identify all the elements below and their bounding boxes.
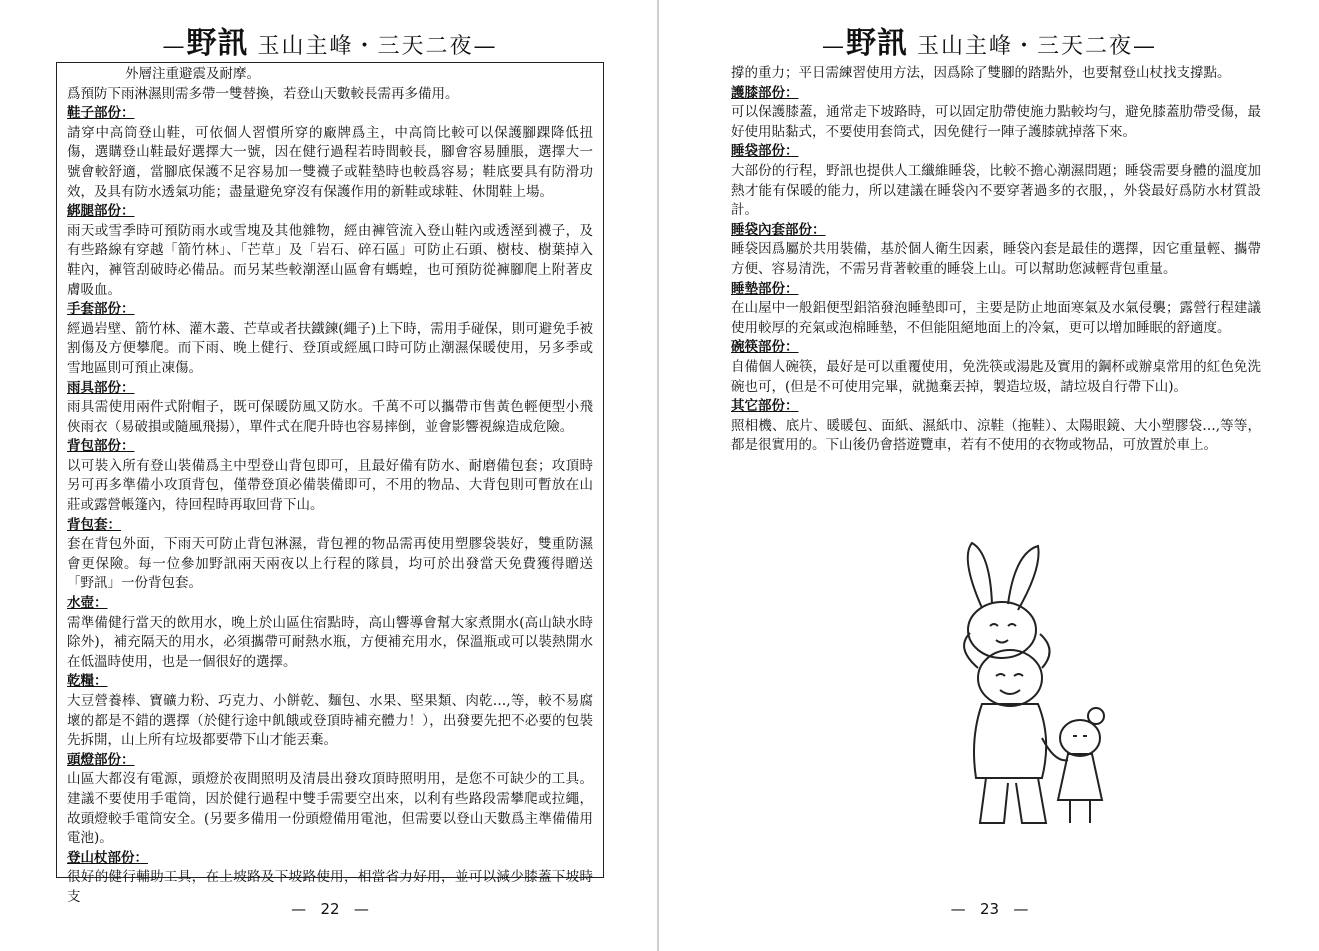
section-text: 請穿中高筒登山鞋，可依個人習慣所穿的廠牌爲主，中高筒比較可以保護腳踝降低扭傷，選購登山鞋最好選擇大一號，因在健行過程若時間較長，腳會容易腫脹，選擇大一號會較舒適，當腳底保護不足容易加一雙襪子或鞋墊時也較爲容易；鞋底要具有防滑功效，及具有防水透氣功能；盡量避免穿沒有保護作用的新鞋或球鞋、休閒鞋上場。 — [67, 124, 593, 200]
right-page — [660, 0, 1319, 951]
section-heading: 睡袋內套部份： — [731, 221, 826, 238]
section-text: 大部份的行程，野訊也提供人工纖維睡袋，比較不擔心潮濕問題；睡袋需要身體的溫度加熱才能有保暖的能力，所以建議在睡袋內不要穿著過多的衣服，，外袋最好爲防水材質設計。 — [731, 162, 1261, 219]
page-header-left — [0, 18, 660, 62]
section-heading: 登山杖部份： — [67, 849, 148, 866]
section-text: 在山屋中一般鋁便型鋁箔發泡睡墊即可，主要是防止地面寒氣及水氣侵襲；露營行程建議使用較厚的充氣或泡棉睡墊，不但能阻絕地面上的冷氣，更可以增加睡眠的舒適度。 — [731, 300, 1261, 336]
section-raingear — [67, 379, 593, 438]
section-text: 雨天或雪季時可預防雨水或雪塊及其他雜物，經由褲管流入登山鞋內或透溼到襪子，及有些路線有穿越「箭竹林」、「芒草」及「岩石、碎石區」可防止石頭、樹枝、樹葉掉入鞋內，褲管刮破時必備品。而另某些較潮溼山區會有螞蝗，也可預防從褲腳爬上附著皮膚吸血。 — [67, 222, 593, 298]
section-heading: 護膝部份： — [731, 84, 799, 101]
brand-logo: 野訊 — [186, 26, 249, 61]
continued-line: 外層注重避震及耐摩。 — [125, 66, 260, 82]
rabbit-ear-icon — [968, 543, 992, 608]
section-text: 很好的健行輔助工具，在上坡路及下坡路使用，相當省力好用，並可以減少膝蓋下坡時支 — [67, 869, 593, 905]
header-title: 玉山主峰・三天二夜 — [916, 34, 1133, 59]
page-header-right — [660, 18, 1319, 62]
footer-dash: — — [1013, 900, 1029, 918]
page-footer-left — [0, 900, 660, 918]
header-dash: — — [162, 34, 187, 59]
left-content-box — [56, 62, 604, 905]
footer-dash: — — [291, 900, 307, 918]
section-text: 山區大都沒有電源，頭燈於夜間照明及清晨出發攻頂時照明用，是您不可缺少的工具。建議不要使用手電筒，因於健行過程中雙手需要空出來，以利有些路段需攀爬或拉繩，故頭燈較手電筒安全。(另要多備用一份頭燈備用電池，但需要以登山天數爲主準備備用電池)。 — [67, 771, 593, 847]
section-heading: 睡墊部份： — [731, 280, 799, 297]
header-title: 玉山主峰・三天二夜 — [257, 34, 474, 59]
section-text: 自備個人碗筷，最好是可以重覆使用，免洗筷或湯匙及實用的鋼杯或辦桌常用的紅色免洗碗也可，(但是不可使用完畢，就拋棄丟掉，製造垃圾，請垃圾自行帶下山)。 — [731, 358, 1261, 395]
section-shoes — [67, 104, 593, 202]
section-heading: 背包套： — [67, 516, 121, 533]
father-body-icon — [974, 704, 1046, 778]
section-heading: 水壺： — [67, 595, 108, 612]
child-head-icon — [1060, 720, 1100, 756]
section-heading: 碗筷部份： — [731, 339, 799, 356]
section-others — [731, 397, 1261, 456]
section-text: 需準備健行當天的飲用水，晚上於山區住宿點時，高山響導會幫大家煮開水(高山缺水時除外)，補充隔天的用水，必須攜帶可耐熱水瓶，方便補充用水，保溫瓶或可以裝熱開水在低溫時使用，也是一個很好的選擇。 — [67, 614, 593, 670]
page-footer-right — [660, 900, 1319, 918]
rabbit-head-icon — [968, 602, 1036, 658]
section-heading: 其它部份： — [731, 398, 799, 415]
section-gloves — [67, 300, 593, 378]
section-utensils — [731, 338, 1261, 397]
section-sleeping-bag — [731, 142, 1261, 220]
section-backpack-cover — [67, 516, 593, 594]
section-heading: 頭燈部份： — [67, 751, 135, 768]
section-trekking-pole — [67, 849, 593, 908]
section-heading: 雨具部份： — [67, 379, 135, 396]
section-text: 睡袋因爲屬於共用裝備，基於個人衛生因素，睡袋內套是最佳的選擇，因它重量輕、攜帶方便、容易清洗，不需另背著較重的睡袋上山。可以幫助您減輕背包重量。 — [731, 241, 1261, 277]
section-heading: 手套部份： — [67, 301, 135, 318]
section-heading: 背包部份： — [67, 438, 135, 455]
section-text: 大豆營養棒、寶礦力粉、巧克力、小餅乾、麵包、水果、堅果類、肉乾…,等，較不易腐壞的都是不錯的選擇（於健行途中飢餓或登頂時補充體力！），出發要先把不必要的包裝先拆開，山上所有垃圾都要帶下山才能丟棄。 — [67, 693, 593, 749]
section-heading: 綁腿部份： — [67, 203, 135, 220]
brand-logo: 野訊 — [845, 26, 908, 61]
section-heading: 睡袋部份： — [731, 143, 799, 160]
footer-dash: — — [950, 900, 966, 918]
section-heading: 鞋子部份： — [67, 105, 135, 122]
section-text: 經過岩壁、箭竹林、灌木叢、芒草或者扶鐵鍊(繩子)上下時，需用手碰保，則可避免手被割傷及方便攀爬。而下雨、晚上健行、登頂或經風口時可防止潮濕保暖使用，另多季或雪地區則可預止凍傷。 — [67, 320, 593, 376]
section-headlamp — [67, 751, 593, 849]
page-number: 22 — [320, 900, 340, 918]
section-text: 套在背包外面，下雨天可防止背包淋濕，背包裡的物品需再使用塑膠袋裝好，雙重防濕會更保險。每一位參加野訊兩天兩夜以上行程的隊員，均可於出發當天免費獲得贈送「野訊」一份背包套。 — [67, 536, 593, 592]
header-dash: — — [1133, 34, 1157, 59]
page-number: 23 — [979, 900, 1000, 918]
section-text: 可以保護膝蓋，通常走下坡路時，可以固定肋帶使施力點較均勻，避免膝蓋肋帶受傷，最好使用貼黏式，不要使用套筒式，因免健行一陣子護膝就掉落下來。 — [731, 104, 1261, 140]
section-text: 雨具需使用兩件式附帽子，既可保暖防風又防水。千萬不可以攜帶市售黃色輕便型小飛俠雨衣（易破損或隨風飛揚），單件式在爬升時也容易摔倒，並會影響視線造成危險。 — [67, 399, 593, 435]
section-text: 照相機、底片、暖暖包、面紙、濕紙巾、涼鞋（拖鞋）、太陽眼鏡、大小塑膠袋…,等等，都是很實用的。下山後仍會搭遊覽車，若有不使用的衣物或物品，可放置於車上。 — [731, 417, 1261, 454]
section-sleeping-bag-liner — [731, 221, 1261, 280]
header-dash: — — [473, 34, 498, 59]
section-backpack — [67, 437, 593, 515]
continued-line: 撐的重力；平日需練習使用方法，因爲除了雙腳的踏點外，也要幫登山杖找支撐點。 — [731, 65, 1231, 81]
section-water-bottle — [67, 594, 593, 672]
cartoon-illustration — [930, 538, 1110, 838]
section-food — [67, 672, 593, 750]
continued-line: 爲預防下雨淋濕則需多帶一雙替換，若登山天數較長需再多備用。 — [67, 85, 459, 102]
father-head-icon — [978, 650, 1042, 706]
section-text: 以可裝入所有登山裝備爲主中型登山背包即可，且最好備有防水、耐磨備包套；攻頂時另可再多準備小攻頂背包，僅帶登頂必備裝備即可，不用的物品、大背包則可暫放在山莊或露營帳篷內，待回程時再取回背下山。 — [67, 457, 593, 514]
rabbit-ear-icon — [1008, 546, 1039, 610]
header-dash: — — [821, 34, 846, 59]
section-sleeping-pad — [731, 280, 1261, 339]
footer-dash: — — [353, 900, 369, 918]
section-gaiters — [67, 202, 593, 300]
section-knee-brace — [731, 84, 1261, 143]
section-heading: 乾糧： — [67, 673, 108, 690]
